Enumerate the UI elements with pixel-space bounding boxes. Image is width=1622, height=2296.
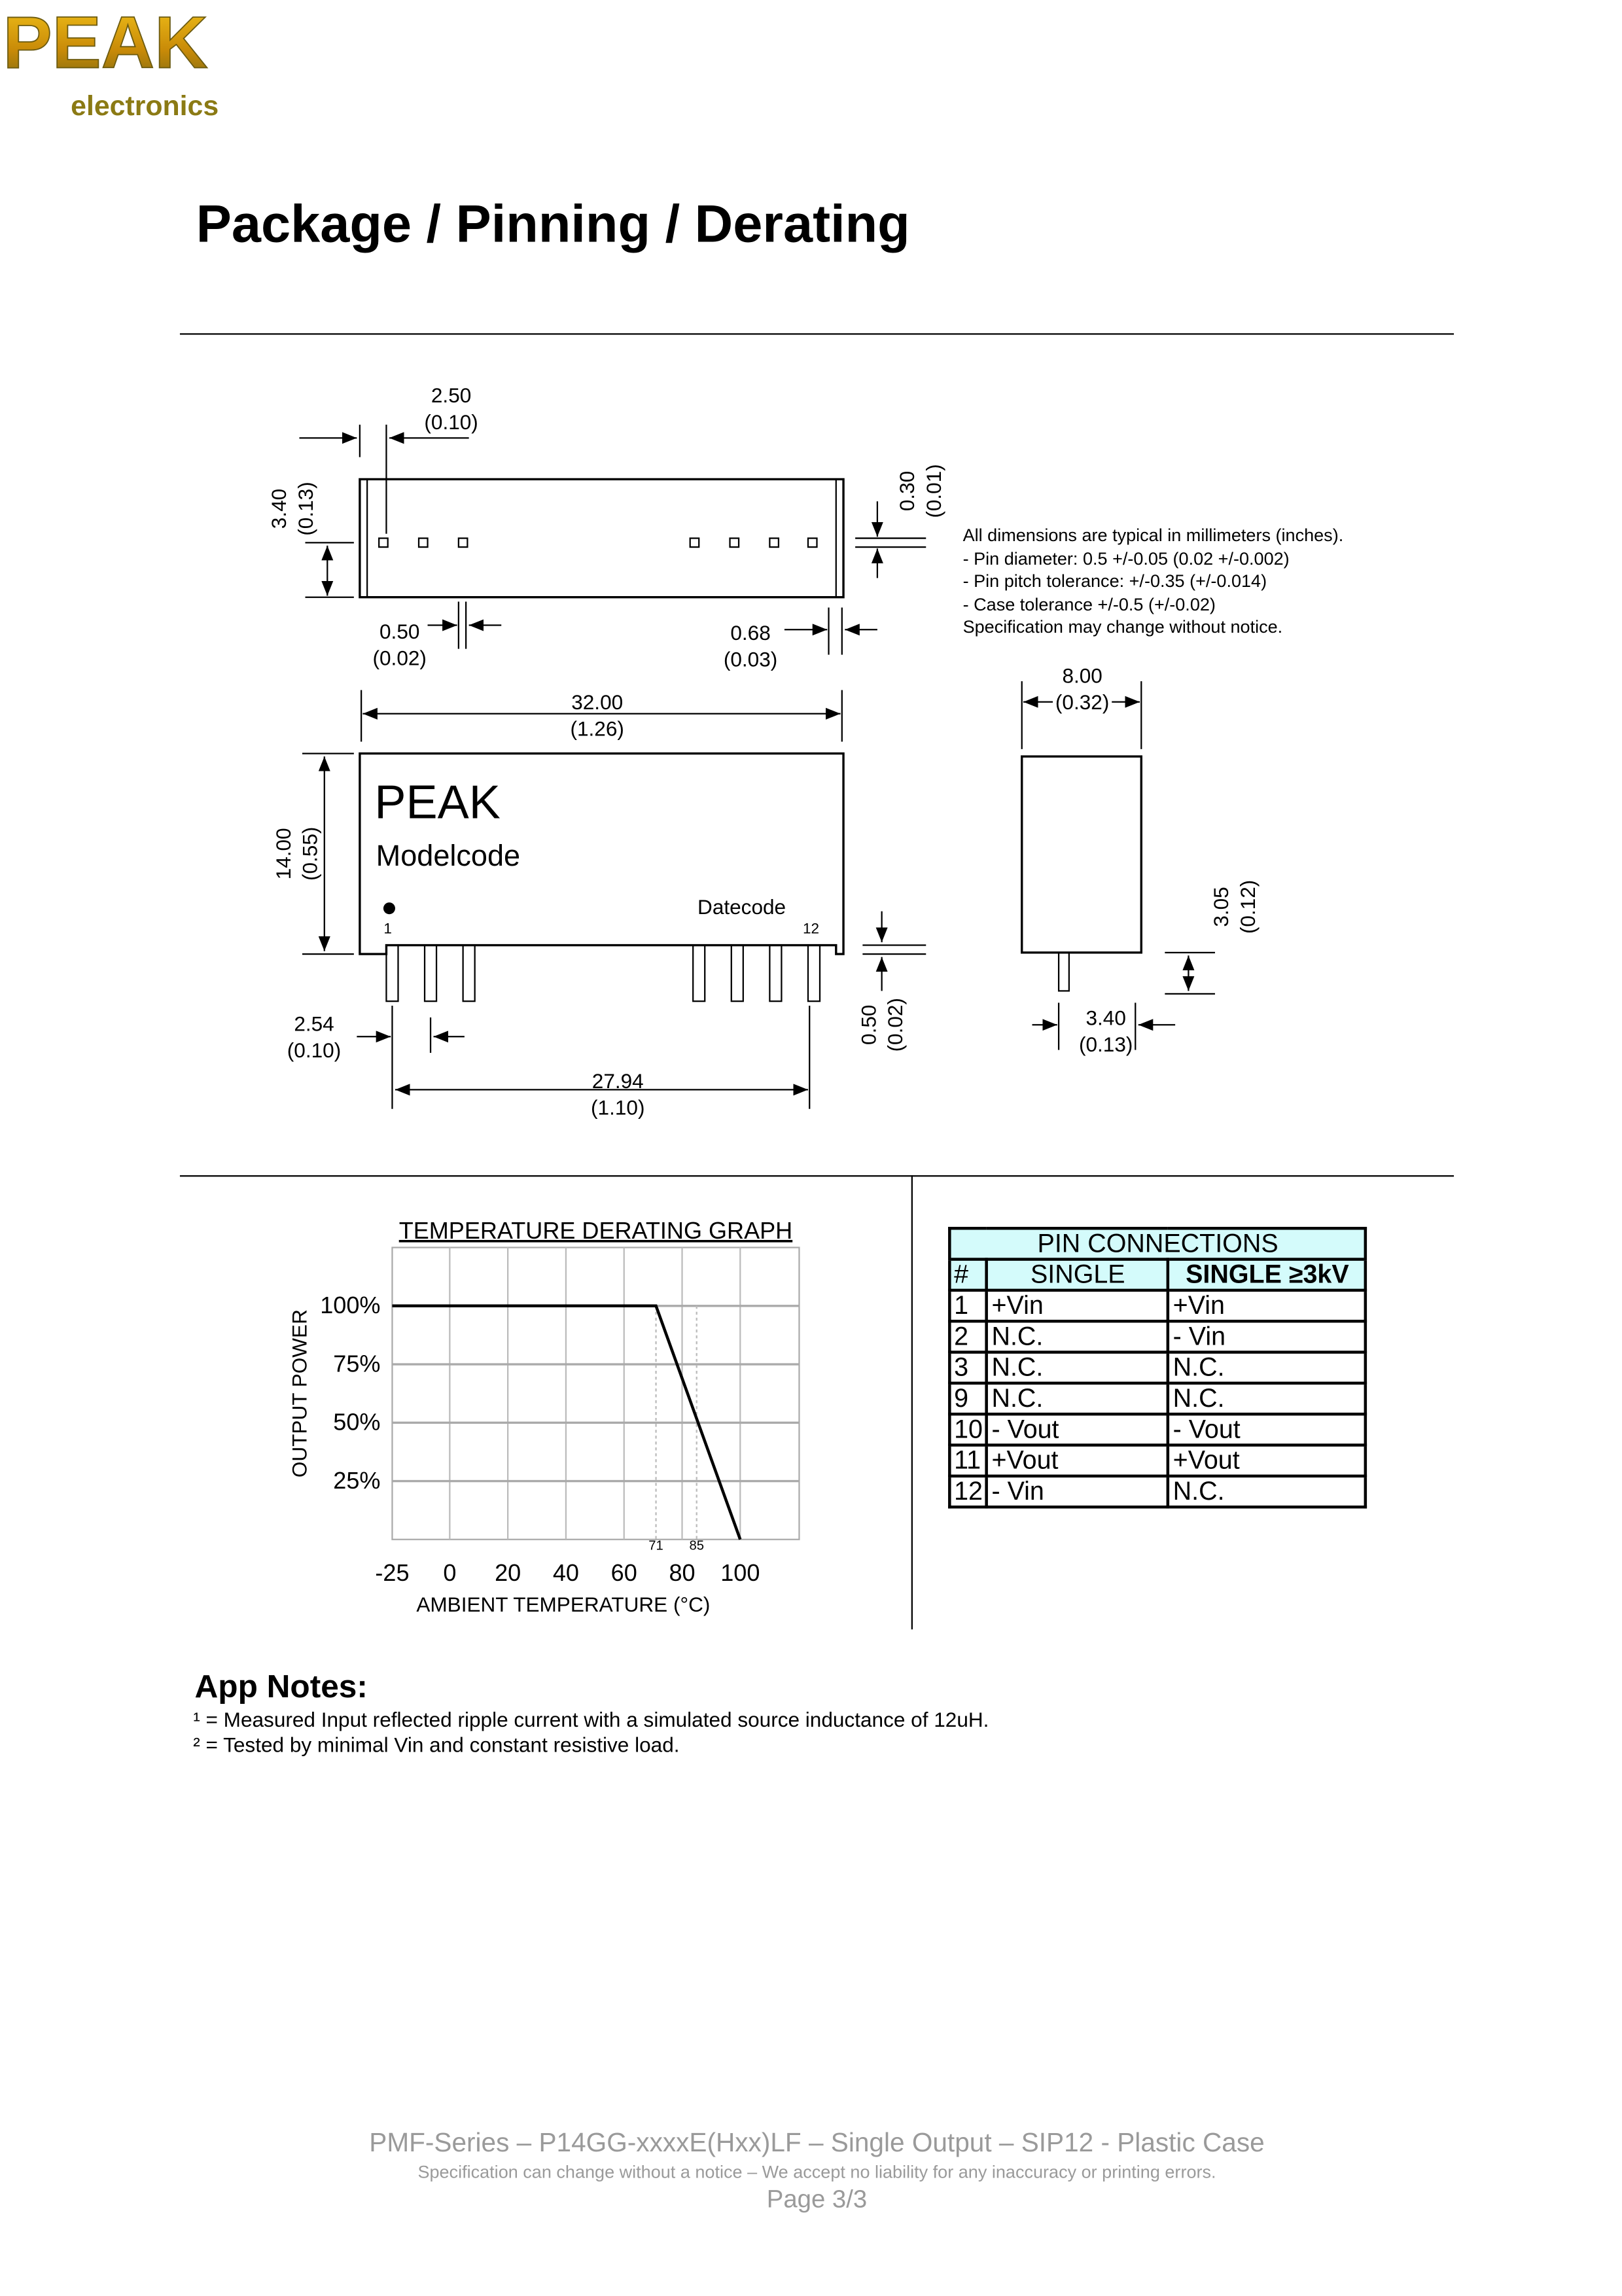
dim-width-mm: 8.00 (1062, 663, 1102, 687)
cell-single: N.C. (987, 1383, 1169, 1414)
x-axis-label: AMBIENT TEMPERATURE (°C) (416, 1593, 710, 1616)
y-tick-label: 50% (333, 1409, 380, 1436)
page-title: Package / Pinning / Derating (196, 193, 910, 255)
case-datecode: Datecode (697, 895, 786, 919)
side-view-case (1022, 756, 1142, 953)
footer-page: Page 3/3 (0, 2185, 1622, 2214)
cell-single-3kv: N.C. (1169, 1352, 1366, 1383)
cell-pin: 1 (949, 1290, 987, 1321)
pin-connections-table (948, 1227, 1367, 1508)
dim-pin-offset-mm: 2.50 (431, 383, 471, 407)
chart-title: TEMPERATURE DERATING GRAPH (399, 1217, 793, 1244)
x-tick-label: 60 (611, 1559, 637, 1586)
cell-pin: 3 (949, 1352, 987, 1383)
table-row (949, 1414, 1366, 1445)
dim-edge-mm: 0.68 (730, 621, 770, 645)
header-pin: # (949, 1260, 987, 1290)
cell-single: - Vout (987, 1414, 1169, 1445)
cell-single: - Vin (987, 1476, 1169, 1507)
note-line: - Pin diameter: 0.5 +/-0.05 (0.02 +/-0.002) (963, 548, 1344, 571)
y-tick-label: 75% (333, 1350, 380, 1377)
table-row (949, 1321, 1366, 1352)
side-view-pin (1059, 953, 1069, 991)
derating-chart (0, 1180, 914, 1651)
dim-span-mm: 27.94 (592, 1069, 644, 1093)
x-tick-label: 0 (443, 1559, 456, 1586)
note-line: All dimensions are typical in millimeters (inches). (963, 525, 1344, 548)
table-title: PIN CONNECTIONS (949, 1228, 1366, 1259)
dim-edge-in: (0.03) (724, 648, 777, 671)
x-tick-label: 40 (553, 1559, 579, 1586)
cell-pin: 11 (949, 1445, 987, 1476)
dim-pin-length-in: (0.12) (1236, 880, 1260, 934)
cell-single: N.C. (987, 1321, 1169, 1352)
dim-height-mm: 14.00 (272, 828, 295, 879)
dim-standoff-mm: 0.50 (857, 1005, 881, 1045)
dim-height-in: (0.55) (298, 827, 322, 881)
table-row (949, 1352, 1366, 1383)
plot-frame (392, 1248, 799, 1540)
table-row (949, 1476, 1366, 1507)
note-line: - Pin pitch tolerance: +/-0.35 (+/-0.014) (963, 571, 1344, 594)
dim-width-in: (0.32) (1055, 690, 1109, 714)
dim-pin-row-mm: 0.30 (895, 471, 919, 511)
divider-middle (180, 1175, 1454, 1176)
case-modelcode: Modelcode (376, 839, 520, 872)
pin-first-label: 1 (383, 921, 392, 937)
cell-single-3kv: +Vout (1169, 1445, 1366, 1476)
dim-pin-size-mm: 0.50 (379, 620, 419, 643)
table-row (949, 1290, 1366, 1321)
x-tick-label: 80 (669, 1559, 695, 1586)
table-row (949, 1383, 1366, 1414)
pin1-marker-dot (383, 902, 395, 914)
cell-single: +Vin (987, 1290, 1169, 1321)
logo-main-text: PEAK (3, 1, 208, 84)
case-brand: PEAK (374, 777, 500, 829)
logo-sub-text: electronics (71, 90, 219, 122)
cell-single: +Vout (987, 1445, 1169, 1476)
header-single-3kv: SINGLE ≥3kV (1169, 1260, 1366, 1290)
cell-pin: 10 (949, 1414, 987, 1445)
cell-single-3kv: - Vout (1169, 1414, 1366, 1445)
dim-standoff-in: (0.02) (883, 998, 907, 1051)
note-line: Specification may change without notice. (963, 617, 1344, 640)
dim-pitch-in: (0.10) (287, 1038, 341, 1062)
app-note: ¹ = Measured Input reflected ripple current with a simulated source inductance of 12uH. (193, 1708, 989, 1731)
table-row (949, 1445, 1366, 1476)
x-tick-label: -25 (375, 1559, 409, 1586)
top-view-pins (379, 539, 817, 548)
front-view-pins (386, 945, 820, 1002)
header-single: SINGLE (987, 1260, 1169, 1290)
annotation-label: 85 (689, 1539, 704, 1553)
app-note: ² = Tested by minimal Vin and constant resistive load. (193, 1733, 679, 1756)
dim-pin-pos-mm: 3.40 (1085, 1006, 1125, 1029)
dim-pin-size-in: (0.02) (373, 646, 427, 669)
app-notes-heading: App Notes: (194, 1668, 367, 1704)
dim-pin-row-in: (0.01) (922, 464, 945, 518)
dim-length-mm: 32.00 (571, 690, 623, 714)
cell-single: N.C. (987, 1352, 1169, 1383)
annotation-label: 71 (648, 1539, 663, 1553)
dim-pin-offset-in: (0.10) (424, 410, 478, 434)
cell-pin: 12 (949, 1476, 987, 1507)
dim-span-in: (1.10) (591, 1096, 644, 1120)
dim-pin-pos-in: (0.13) (1079, 1033, 1133, 1056)
dim-pin-length-mm: 3.05 (1209, 887, 1233, 927)
cell-single-3kv: N.C. (1169, 1476, 1366, 1507)
y-tick-label: 25% (333, 1467, 380, 1494)
y-tick-label: 100% (320, 1292, 380, 1318)
cell-single-3kv: +Vin (1169, 1290, 1366, 1321)
cell-single-3kv: - Vin (1169, 1321, 1366, 1352)
dim-case-depth-in: (0.13) (294, 482, 317, 535)
dimension-notes (963, 525, 1344, 640)
x-tick-label: 20 (495, 1559, 521, 1586)
pin-last-label: 12 (803, 921, 819, 937)
footer-disclaimer: Specification can change without a notice – We accept no liability for any inaccuracy or printing errors. (0, 2162, 1622, 2183)
dim-length-in: (1.26) (570, 717, 624, 741)
footer-series: PMF-Series – P14GG-xxxxE(Hxx)LF – Single Output – SIP12 - Plastic Case (0, 2128, 1622, 2159)
note-line: - Case tolerance +/-0.5 (+/-0.02) (963, 594, 1344, 617)
cell-pin: 9 (949, 1383, 987, 1414)
cell-pin: 2 (949, 1321, 987, 1352)
dim-case-depth-mm: 3.40 (267, 489, 291, 529)
dim-pitch-mm: 2.54 (294, 1012, 334, 1035)
cell-single-3kv: N.C. (1169, 1383, 1366, 1414)
x-tick-label: 100 (720, 1559, 760, 1586)
y-axis-label: OUTPUT POWER (288, 1309, 311, 1477)
